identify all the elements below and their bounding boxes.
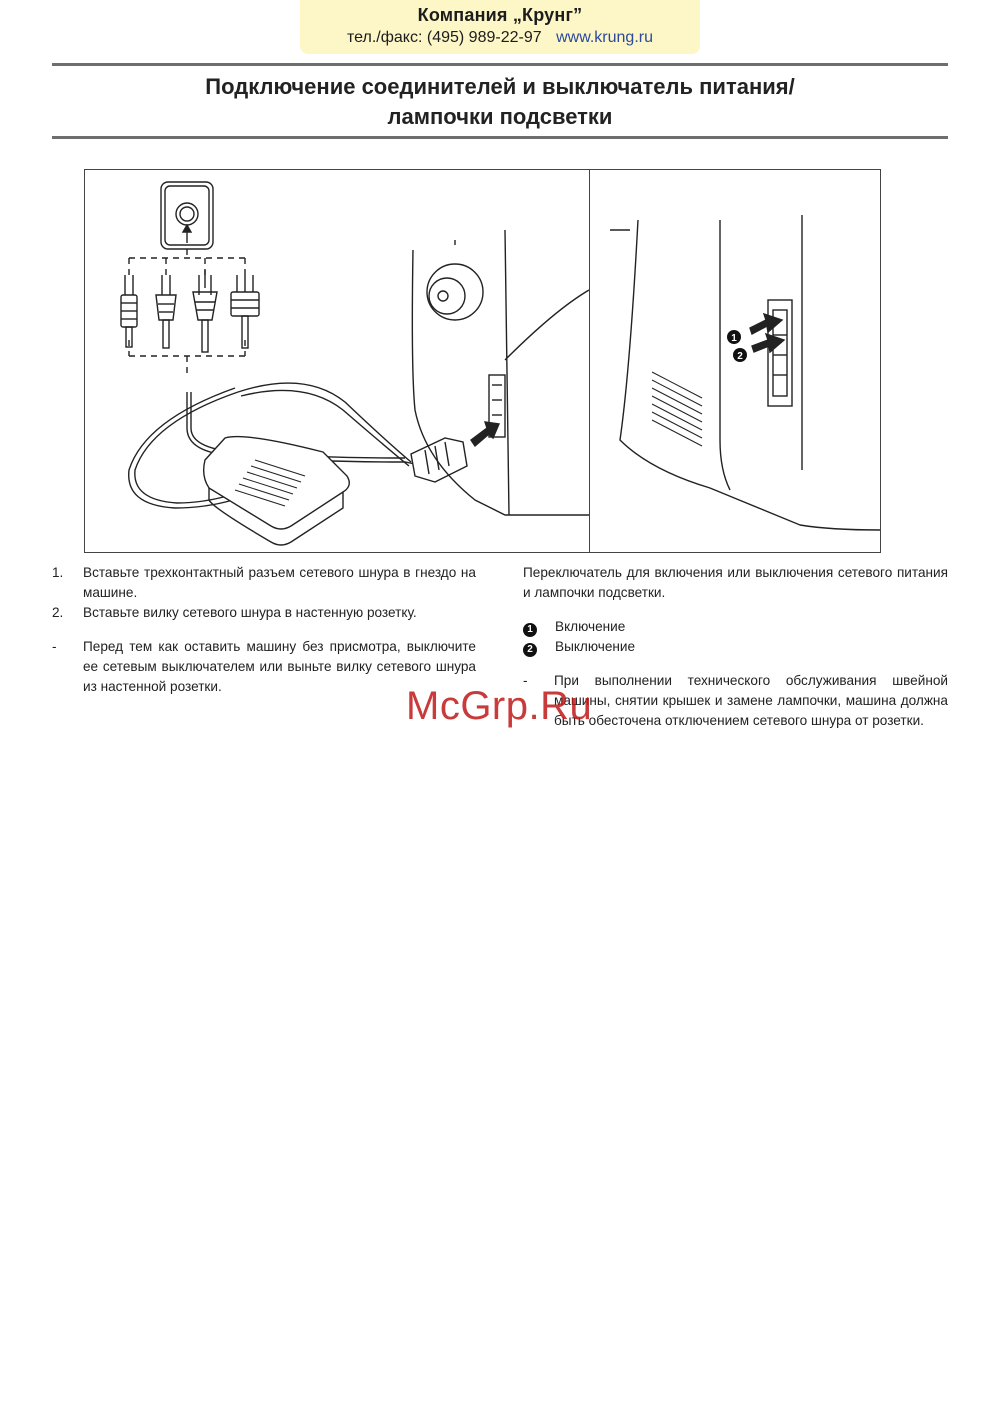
connection-illustration	[85, 170, 589, 552]
svg-text:2: 2	[737, 351, 743, 362]
company-contacts	[300, 29, 700, 47]
machine-connector-icon	[411, 438, 467, 482]
top-rule	[52, 63, 948, 66]
list-item	[52, 603, 476, 623]
badge-2-icon: 2	[523, 643, 537, 657]
callout-1-icon	[727, 330, 741, 344]
company-website-link[interactable]: www.krung.ru	[556, 29, 653, 46]
plug-type-b-icon	[156, 275, 176, 348]
step-number: 2.	[52, 605, 64, 620]
list-item	[523, 637, 948, 657]
power-switch-illustration	[590, 170, 880, 552]
company-phone: тел./факс: (495) 989-22-97	[347, 29, 542, 46]
foot-controller-icon	[204, 437, 350, 545]
badge-1-icon: 1	[523, 623, 537, 637]
watermark: McGrp.Ru	[406, 684, 593, 728]
step-number: 1.	[52, 565, 64, 580]
company-name: Компания „Крунг”	[417, 5, 583, 25]
svg-text:1: 1	[731, 333, 737, 344]
state-label: Включение	[555, 619, 626, 634]
illustration-figure	[84, 169, 881, 553]
list-item	[523, 617, 948, 637]
step-text: Вставьте вилку сетевого шнура в настенную розетку.	[83, 605, 417, 620]
page-title	[52, 72, 948, 132]
note-text: Перед тем как оставить машину без присмотра, выключите ее сетевым выключателем или выньте вилку сетевого шнура из настенной розетки.	[83, 639, 476, 694]
vent-slots-icon	[652, 372, 702, 446]
state-label: Выключение	[555, 639, 636, 654]
switch-intro: Переключатель для включения или выключения сетевого питания и лампочки подсветки.	[523, 565, 948, 600]
note-mark: -	[52, 639, 57, 654]
callout-2-icon	[733, 348, 747, 362]
plug-type-d-icon	[231, 275, 259, 348]
step-text: Вставьте трехконтактный разъем сетевого шнура в гнездо на машине.	[83, 565, 476, 600]
note-text: При выполнении технического обслуживания швейной машины, снятии крышек и замене лампочки, машина должна быть обесточена отключением сетевого шнура от розетки.	[554, 673, 948, 728]
left-column	[52, 563, 476, 697]
title-rule	[52, 136, 948, 139]
list-item	[52, 563, 476, 603]
company-header	[300, 0, 700, 54]
page-title-line1: Подключение соединителей и выключатель питания/	[205, 74, 795, 99]
insert-arrow-icon	[471, 422, 499, 446]
plug-type-c-icon	[193, 270, 217, 352]
plug-type-a-icon	[121, 275, 137, 347]
page-title-line2: лампочки подсветки	[387, 104, 613, 129]
note-mark: -	[523, 673, 528, 688]
